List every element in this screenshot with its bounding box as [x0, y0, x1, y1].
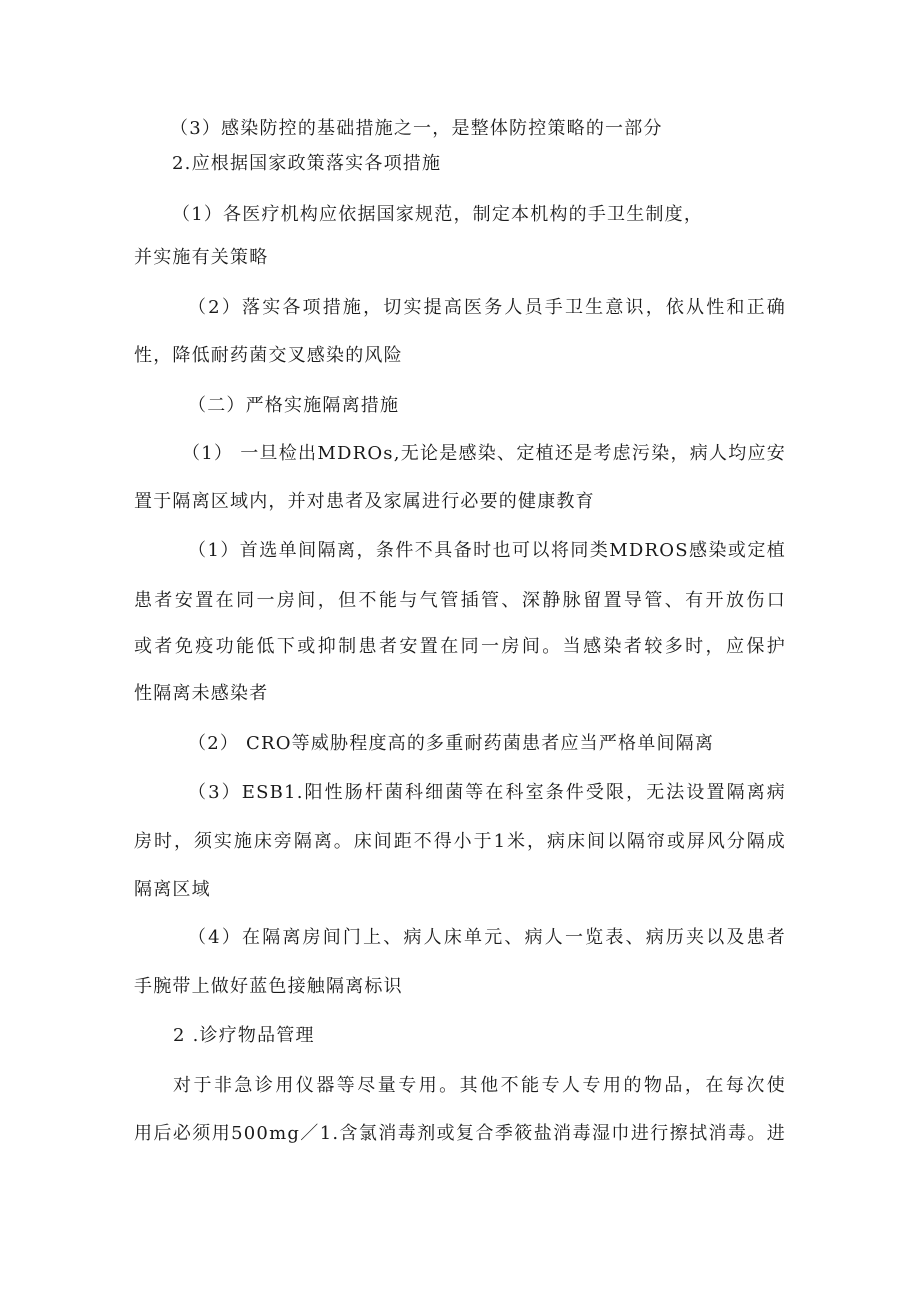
- section-heading: 2 .诊疗物品管理: [173, 1025, 315, 1046]
- text-line: 手腕带上做好蓝色接触隔离标识: [134, 976, 403, 997]
- text-line: （2） CRO等威胁程度高的多重耐药菌患者应当严格单间隔离: [188, 733, 715, 754]
- text-line: 患者安置在同一房间，但不能与气管插管、深静脉留置导管、有开放伤口: [134, 590, 786, 611]
- text-line: 用后必须用500mg／1.含氯消毒剂或复合季筱盐消毒湿巾进行擦拭消毒。进: [134, 1123, 786, 1144]
- section-heading: （二）严格实施隔离措施: [188, 395, 400, 416]
- text-line: 并实施有关策略: [134, 247, 269, 268]
- text-line: 隔离区域: [134, 879, 211, 900]
- text-line: （4）在隔离房间门上、病人床单元、病人一览表、病历夹以及患者: [188, 927, 786, 948]
- text-line: 或者免疫功能低下或抑制患者安置在同一房间。当感染者较多时，应保护: [134, 636, 786, 657]
- text-line: （1）首选单间隔离，条件不具备时也可以将同类MDROS感染或定植: [188, 540, 786, 561]
- text-line: 置于隔离区域内，并对患者及家属进行必要的健康教育: [134, 491, 595, 512]
- text-line: 2.应根据国家政策落实各项措施: [172, 153, 442, 174]
- text-line: 房时，须实施床旁隔离。床间距不得小于1米，病床间以隔帘或屏风分隔成: [134, 831, 786, 852]
- text-line: 性，降低耐药菌交叉感染的风险: [134, 345, 403, 366]
- text-line: （2）落实各项措施，切实提高医务人员手卫生意识，依从性和正确: [188, 297, 786, 318]
- text-line: 对于非急诊用仪器等尽量专用。其他不能专人专用的物品，在每次使: [173, 1075, 786, 1096]
- text-line: （3）ESB1.阳性肠杆菌科细菌等在科室条件受限，无法设置隔离病: [188, 782, 786, 803]
- text-line: （1） 一旦检出MDROs,无论是感染、定植还是考虑污染，病人均应安: [182, 443, 786, 464]
- text-line: （1）各医疗机构应依据国家规范，制定本机构的手卫生制度，: [172, 204, 704, 225]
- text-line: （3）感染防控的基础措施之一，是整体防控策略的一部分: [170, 118, 663, 139]
- text-line: 性隔离未感染者: [134, 683, 269, 704]
